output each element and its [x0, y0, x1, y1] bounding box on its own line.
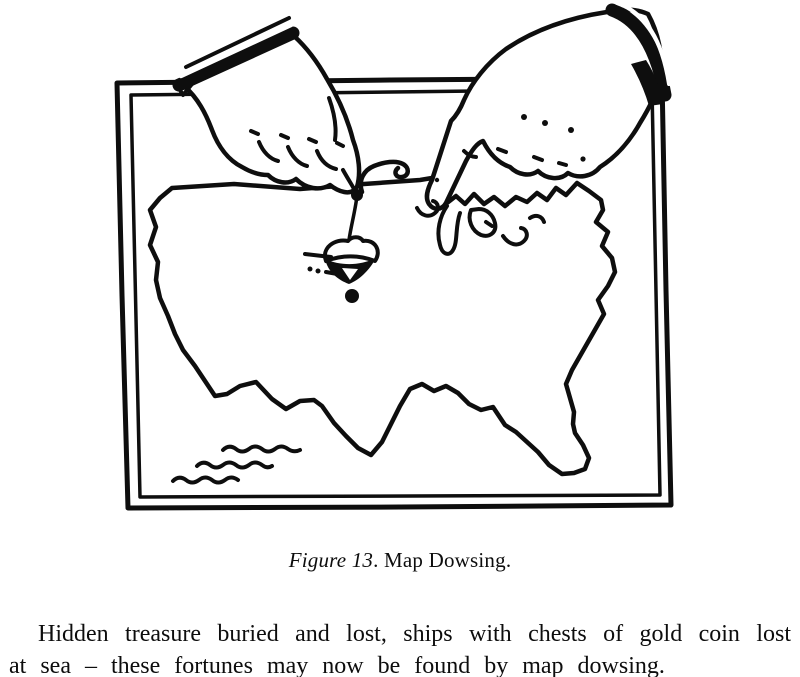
water-waves	[173, 447, 300, 483]
figure-caption-number: Figure 13	[288, 548, 374, 572]
left-hand	[175, 18, 359, 192]
right-hand	[427, 3, 669, 209]
figure-caption-title: . Map Dowsing.	[373, 548, 512, 572]
body-text-line1: Hidden treasure buried and lost, ships with chests of gold coin lost	[38, 621, 791, 647]
figure-caption	[0, 548, 800, 573]
target-dot	[345, 289, 359, 303]
body-text-line2: at sea – these fortunes may now be found by map dowsing.	[9, 653, 665, 677]
